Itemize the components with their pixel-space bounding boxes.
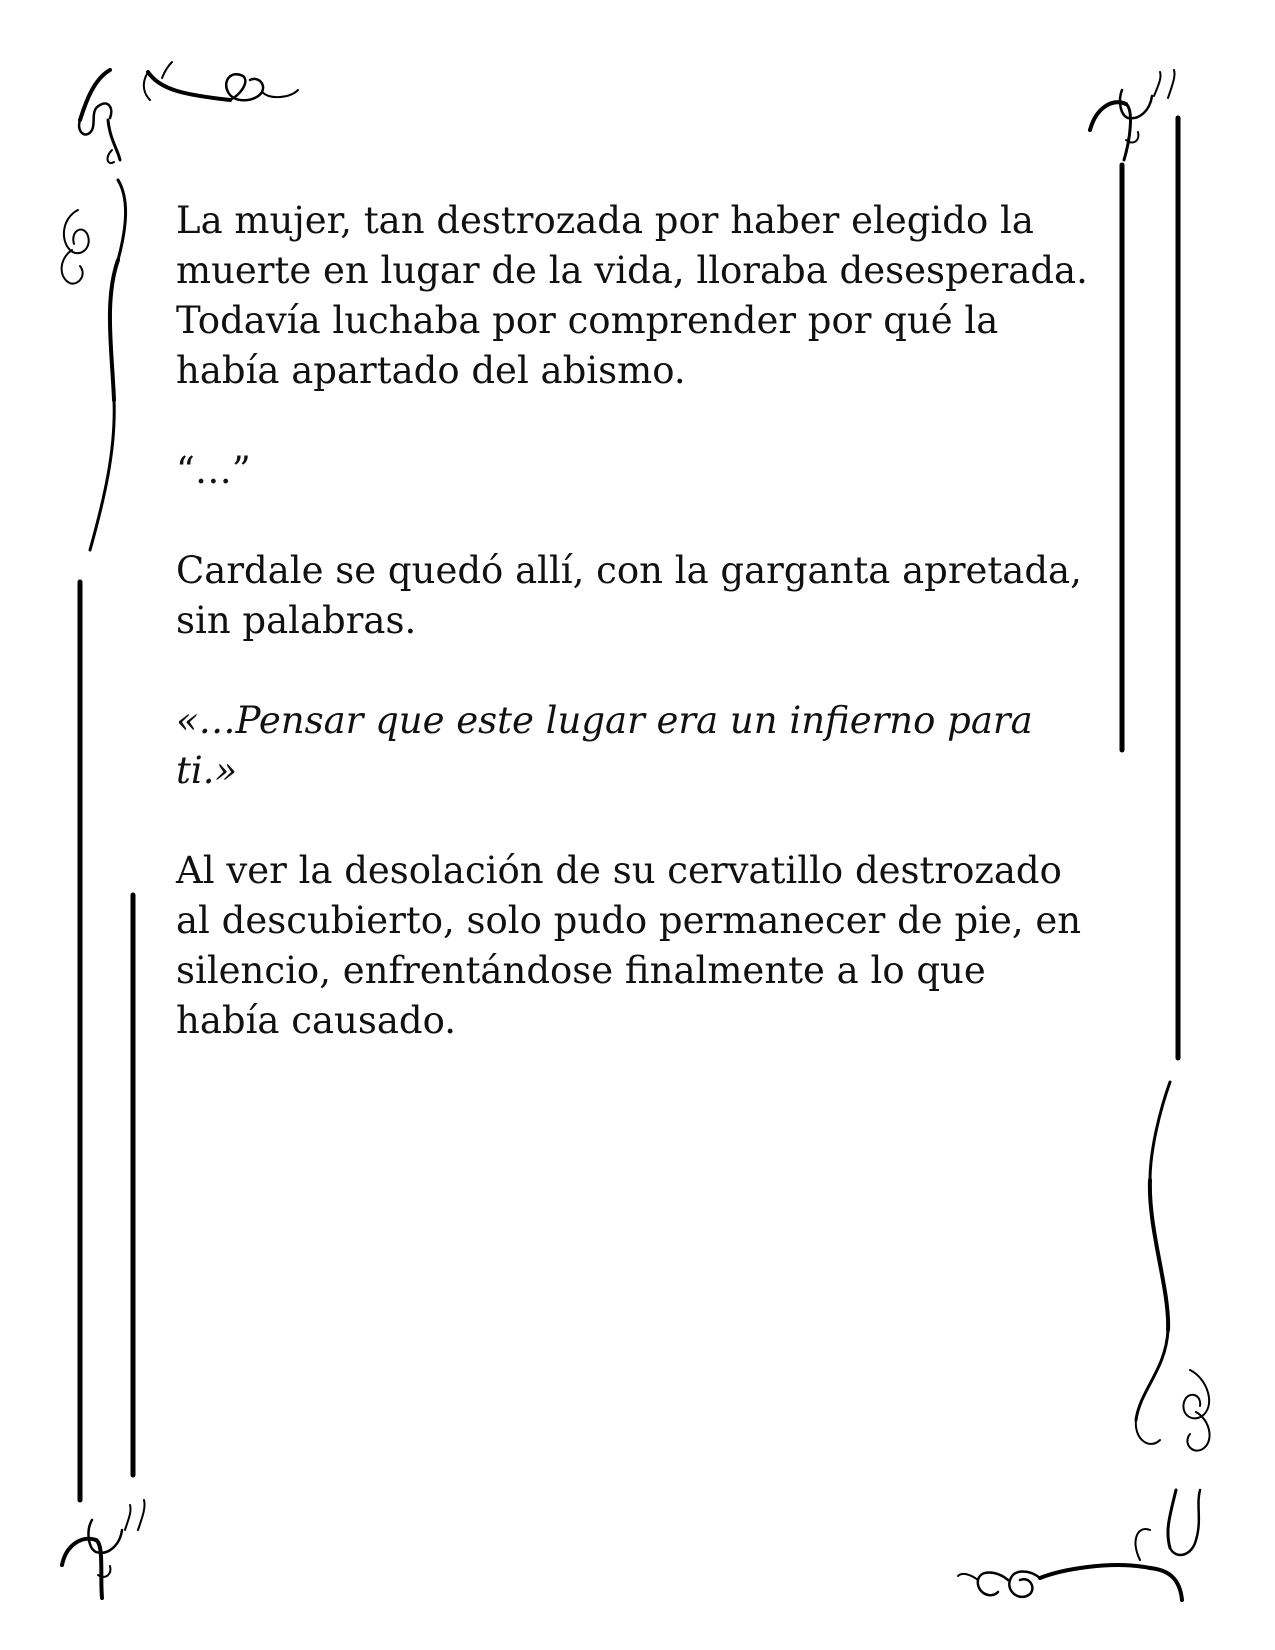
corner-flourish-bottom-right (958, 1082, 1210, 1600)
corner-flourish-top-right (1090, 70, 1175, 160)
paragraph-3: Cardale se quedó allí, con la garganta apretada, sin palabras. (176, 549, 1082, 642)
paragraph-4-italic-quote: «…Pensar que este lugar era un infierno para ti.» (176, 699, 1033, 792)
paragraph-1: La mujer, tan destrozada por haber elegido la muerte en lugar de la vida, lloraba desesperada. Todavía luchaba por comprender por qué la había apartado del abismo. (176, 199, 1088, 392)
corner-flourish-bottom-left (62, 1500, 145, 1598)
paragraph-5: Al ver la desolación de su cervatillo destrozado al descubierto, solo pudo permanecer de pie, en silencio, enfrentándose finalmente a lo que había causado. (176, 849, 1082, 1042)
document-body (176, 196, 1096, 1096)
paragraph-2-ellipsis-quote: “…” (176, 449, 251, 492)
